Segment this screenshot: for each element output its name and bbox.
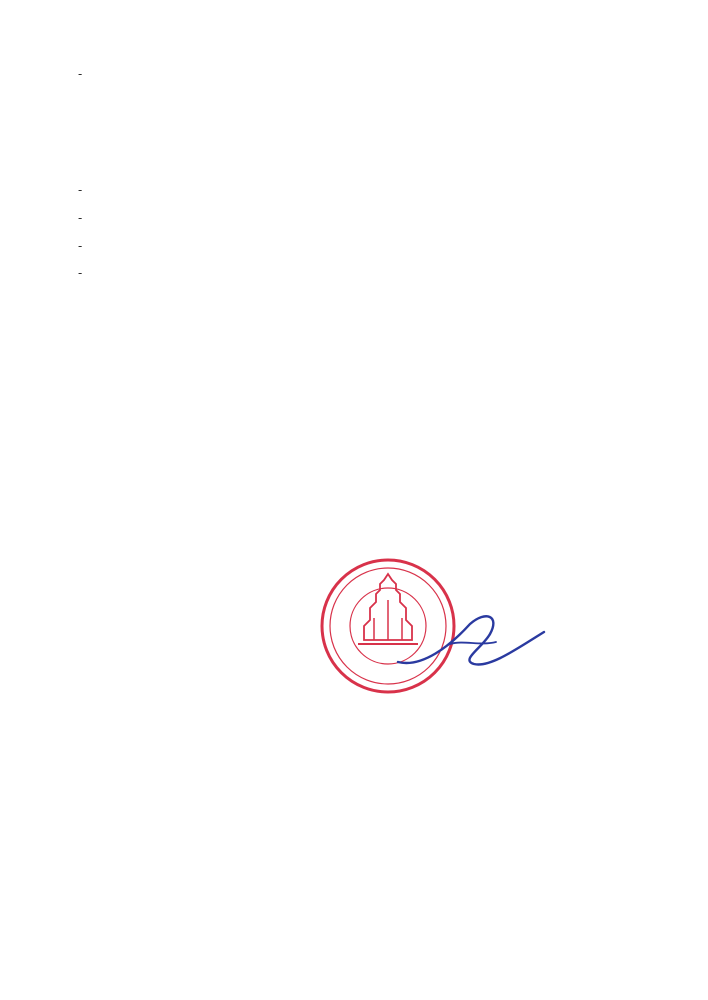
list-item bbox=[78, 206, 658, 230]
bullet-dash: - bbox=[78, 209, 83, 225]
section-bullets bbox=[78, 178, 658, 289]
list-item bbox=[78, 234, 658, 258]
bullet-dash: - bbox=[78, 237, 83, 253]
bullet-dash: - bbox=[78, 66, 83, 81]
bullet-dash: - bbox=[78, 182, 83, 197]
intro-bullets bbox=[78, 62, 658, 90]
bullet-dash: - bbox=[78, 265, 83, 281]
list-item bbox=[78, 62, 658, 86]
list-item bbox=[78, 178, 658, 202]
handwritten-signature bbox=[386, 602, 558, 686]
list-item bbox=[78, 261, 658, 285]
